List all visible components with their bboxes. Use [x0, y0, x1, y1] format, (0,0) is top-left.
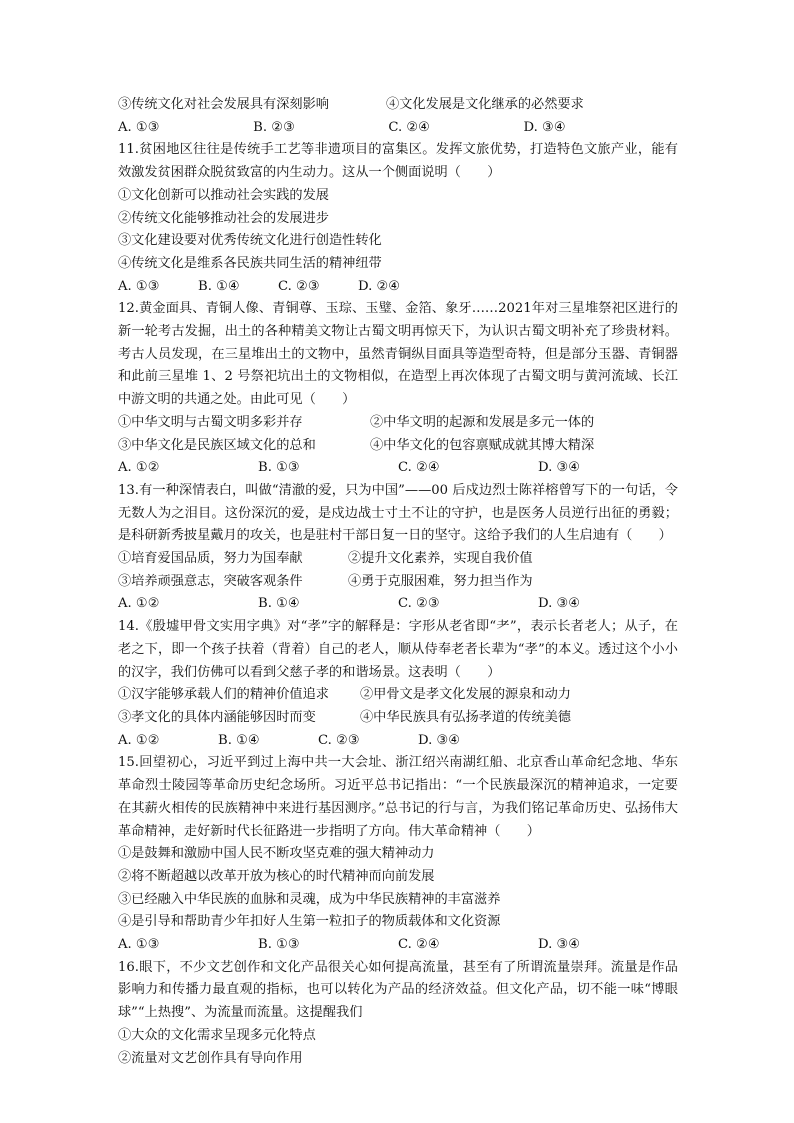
q11-choice-4: ④传统文化是维系各民族共同生活的精神纽带 [118, 255, 382, 271]
q10-option-b: B. ②③ [253, 119, 295, 135]
q14-option-c: C. ②③ [318, 732, 360, 748]
q10-options [118, 117, 678, 140]
q16-choice-1: ①大众的文化需求呈现多元化特点 [118, 1027, 316, 1043]
q13-choice-row-1 [118, 548, 678, 571]
q12-options [118, 457, 678, 480]
exam-page [118, 94, 678, 1070]
q13-choice-2: ②提升文化素养，实现自我价值 [348, 551, 533, 567]
q12-choice-row-2 [118, 435, 678, 458]
q12-option-b: B. ①③ [258, 460, 300, 476]
q15-option-d: D. ③④ [538, 937, 581, 953]
q11-option-b: B. ①④ [198, 278, 240, 294]
q10-choice-pair [118, 94, 678, 117]
q13-option-d: D. ③④ [538, 596, 581, 612]
q14-option-a: A. ①② [118, 732, 160, 748]
q10-choice-3: ③传统文化对社会发展具有深刻影响 [118, 97, 329, 112]
q14-options [118, 730, 678, 753]
q12-option-a: A. ①② [118, 460, 160, 476]
q14-choice-row-1 [118, 684, 678, 707]
q12-choice-1: ①中华文明与古蜀文明多彩并存 [118, 414, 303, 430]
q15-option-b: B. ①③ [258, 937, 300, 953]
q13-choice-3: ③培养顽强意志，突破客观条件 [118, 573, 303, 589]
q11-stem: 11.贫困地区往往是传统手工艺等非遗项目的富集区。发挥文旅优势，打造特色文旅产业，能有效激发贫困群众脱贫致富的内生动力。这从一个侧面说明（ ） [118, 142, 678, 181]
q11-option-d: D. ②④ [358, 278, 401, 294]
q12-choice-3: ③中华文化是民族区域文化的总和 [118, 437, 316, 453]
q13-choice-4: ④勇于克服困难，努力担当作为 [348, 573, 533, 589]
q11-option-a: A. ①③ [118, 278, 160, 294]
q16-choice-2: ②流量对文艺创作具有导向作用 [118, 1050, 303, 1066]
q15-stem: 15.回望初心，习近平到过上海中共一大会址、浙江绍兴南湖红船、北京香山革命纪念地、华东革命烈士陵园等革命历史纪念场所。习近平总书记指出：“一个民族最深沉的精神追求，一定要在其薪火相传的民族精神中来进行基因测序。”总书记的行与言，为我们铭记革命历史、弘扬伟大革命精神，走好新时代长征路进一步指明了方向。伟大革命精神（ ） [118, 755, 678, 839]
q11-choice-3: ③文化建设要对优秀传统文化进行创造性转化 [118, 233, 382, 249]
q10-option-d: D. ③④ [523, 119, 566, 135]
q13-stem: 13.有一种深情表白，叫做“清澈的爱，只为中国”——00 后戍边烈士陈祥榕曾写下的一句话，令无数人为之泪目。这份深沉的爱，是戍边战士寸土不让的守护，也是医务人员逆行出征的勇毅；是科研新秀披星戴月的攻关，也是驻村干部日复一日的坚守。这给予我们的人生启迪有（ ） [118, 482, 678, 544]
q12-option-d: D. ③④ [538, 460, 581, 476]
q15-option-c: C. ②④ [398, 937, 440, 953]
q10-choice-4: ④文化发展是文化继承的必然要求 [386, 97, 584, 112]
q13-options [118, 593, 678, 616]
q14-choice-4: ④中华民族具有弘扬孝道的传统美德 [360, 709, 571, 725]
q14-choice-row-2 [118, 707, 678, 730]
q14-choice-2: ②甲骨文是孝文化发展的源泉和动力 [360, 687, 571, 703]
q12-choice-4: ④中华文化的包容禀赋成就其博大精深 [370, 437, 595, 453]
q14-option-b: B. ①④ [218, 732, 260, 748]
q13-option-b: B. ①④ [258, 596, 300, 612]
q10-option-c: C. ②④ [388, 119, 430, 135]
q15-choice-1: ①是鼓舞和激励中国人民不断攻坚克难的强大精神动力 [118, 846, 435, 862]
q15-choice-4: ④是引导和帮助青少年扣好人生第一粒扣子的物质载体和文化资源 [118, 914, 501, 930]
q14-choice-3: ③孝文化的具体内涵能够因时而变 [118, 709, 316, 725]
q15-options [118, 934, 678, 957]
q14-stem: 14.《殷墟甲骨文实用字典》对“孝”字的解释是：字形从老省即“耂”，表示长者老人；从子，在老之下，即一个孩子扶着（背着）自己的老人，顺从侍奉老者长辈为“孝”的本义。透过这个小小的汉字，我们仿佛可以看到父慈子孝的和谐场景。这表明（ ） [118, 619, 678, 680]
q13-choice-1: ①培育爱国品质，努力为国奉献 [118, 551, 303, 567]
q11-choice-1: ①文化创新可以推动社会实践的发展 [118, 187, 329, 203]
q11-option-c: C. ②③ [278, 278, 320, 294]
q13-option-c: C. ②③ [398, 596, 440, 612]
q10-option-a: A. ①③ [118, 119, 160, 135]
q15-choice-2: ②将不断超越以改革开放为核心的时代精神而向前发展 [118, 868, 435, 884]
q12-stem: 12.黄金面具、青铜人像、青铜尊、玉琮、玉璧、金箔、象牙……2021年对三星堆祭祀区进行的新一轮考古发掘，出土的各种精美文物让古蜀文明再惊天下，为认识古蜀文明补充了珍贵材料。考古人员发现，在三星堆出土的文物中，虽然青铜纵目面具等造型奇特，但是部分玉器、青铜器和此前三星堆 1、2 号祭祀坑出土的文物相似，在造型上再次体现了古蜀文明与黄河流域、长江中游文明的共通之处。由此可见（ ） [118, 301, 678, 408]
q14-choice-1: ①汉字能够承载人们的精神价值追求 [118, 687, 329, 703]
q15-option-a: A. ①③ [118, 937, 160, 953]
q13-option-a: A. ①② [118, 596, 160, 612]
q12-choice-2: ②中华文明的起源和发展是多元一体的 [370, 414, 595, 430]
q16-stem: 16.眼下，不少文艺创作和文化产品很关心如何提高流量，甚至有了所谓流量崇拜。流量是作品影响力和传播力最直观的指标，也可以转化为产品的经济效益。但文化产品，切不能一味“博眼球”“上热搜”、为流量而流量。这提醒我们 [118, 959, 678, 1021]
q15-choice-3: ③已经融入中华民族的血脉和灵魂，成为中华民族精神的丰富滋养 [118, 891, 501, 907]
q14-option-d: D. ③④ [418, 732, 461, 748]
q11-options [118, 276, 678, 299]
q12-option-c: C. ②④ [398, 460, 440, 476]
q12-choice-row-1 [118, 412, 678, 435]
q11-choice-2: ②传统文化能够推动社会的发展进步 [118, 210, 329, 226]
q13-choice-row-2 [118, 571, 678, 594]
